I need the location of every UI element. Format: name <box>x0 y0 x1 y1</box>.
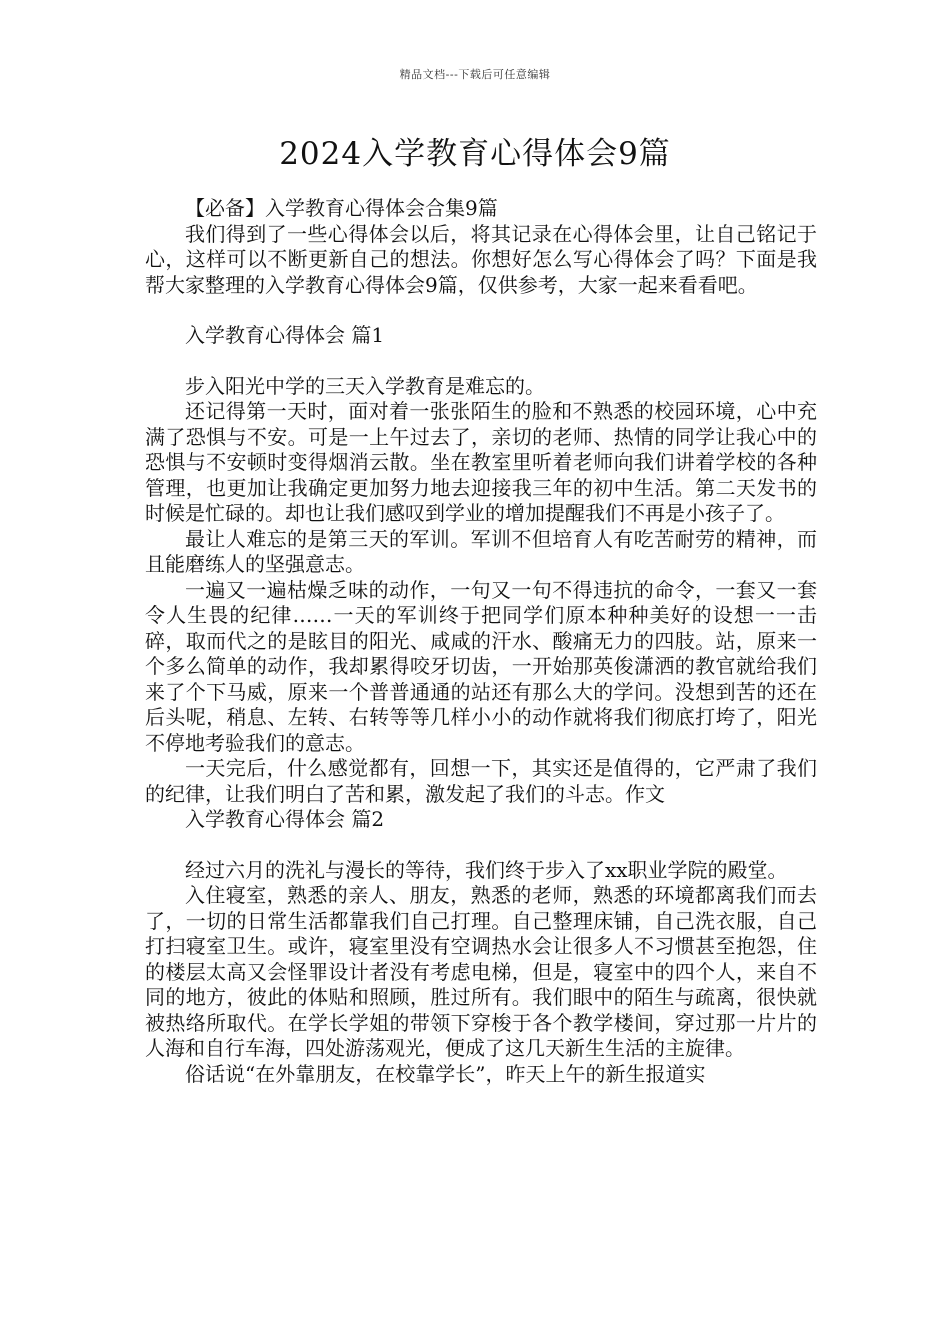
header-note: 精品文档---下载后可任意编辑 <box>399 68 551 81</box>
document-body <box>145 196 817 1087</box>
paragraph: 一遍又一遍枯燥乏味的动作，一句又一句不得违抗的命令，一套又一套令人生畏的纪律……一天的军训终于把同学们原本种种美好的设想一一击碎，取而代之的是眩目的阳光、咸咸的汗水、酸痛无力的四肢。站，原来一个多么简单的动作，我却累得咬牙切齿，一开始那英俊潇洒的教官就给我们来了个下马威，原来一个普普通通的站还有那么大的学问。没想到苦的还在后头呢，稍息、左转、右转等等几样小小的动作就将我们彻底打垮了，阳光不停地考验我们的意志。 <box>145 577 817 755</box>
section-heading-2: 入学教育心得体会 篇2 <box>185 807 385 831</box>
paragraph: 还记得第一天时，面对着一张张陌生的脸和不熟悉的校园环境，心中充满了恐惧与不安。可是一上午过去了，亲切的老师、热情的同学让我心中的恐惧与不安顿时变得烟消云散。坐在教室里听着老师向我们讲着学校的各种管理，也更加让我确定更加努力地去迎接我三年的初中生活。第二天发书的时候是忙碌的。却也让我们感叹到学业的增加提醒我们不再是小孩子了。 <box>145 399 817 525</box>
section-heading-1: 入学教育心得体会 篇1 <box>185 323 385 347</box>
paragraph: 俗话说“在外靠朋友，在校靠学长”，昨天上午的新生报道实 <box>185 1061 706 1086</box>
document-title: 2024入学教育心得体会9篇 <box>279 136 671 172</box>
paragraph: 一天完后，什么感觉都有，回想一下，其实还是值得的，它严肃了我们的纪律，让我们明白了苦和累，激发起了我们的斗志。作文 <box>145 756 817 806</box>
paragraph: 步入阳光中学的三天入学教育是难忘的。 <box>185 373 545 398</box>
intro-heading: 【必备】入学教育心得体会合集9篇 <box>185 196 498 220</box>
intro-paragraph: 我们得到了一些心得体会以后，将其记录在心得体会里，让自己铭记于心，这样可以不断更新自己的想法。你想好怎么写心得体会了吗？下面是我帮大家整理的入学教育心得体会9篇，仅供参考，大家一起来看看吧。 <box>145 221 817 297</box>
paragraph: 入住寝室，熟悉的亲人、朋友，熟悉的老师，熟悉的环境都离我们而去了，一切的日常生活都靠我们自己打理。自己整理床铺，自己洗衣服，自己打扫寝室卫生。或许，寝室里没有空调热水会让很多人不习惯甚至抱怨，住的楼层太高又会怪罪设计者没有考虑电梯，但是，寝室中的四个人，来自不同的地方，彼此的体贴和照顾，胜过所有。我们眼中的陌生与疏离，很快就被热络所取代。在学长学姐的带领下穿梭于各个教学楼间，穿过那一片片的人海和自行车海，四处游荡观光，便成了这几天新生生活的主旋律。 <box>145 883 817 1060</box>
paragraph: 经过六月的洗礼与漫长的等待，我们终于步入了xx职业学院的殿堂。 <box>185 857 788 882</box>
paragraph: 最让人难忘的是第三天的军训。军训不但培育人有吃苦耐劳的精神，而且能磨练人的坚强意志。 <box>145 526 817 576</box>
